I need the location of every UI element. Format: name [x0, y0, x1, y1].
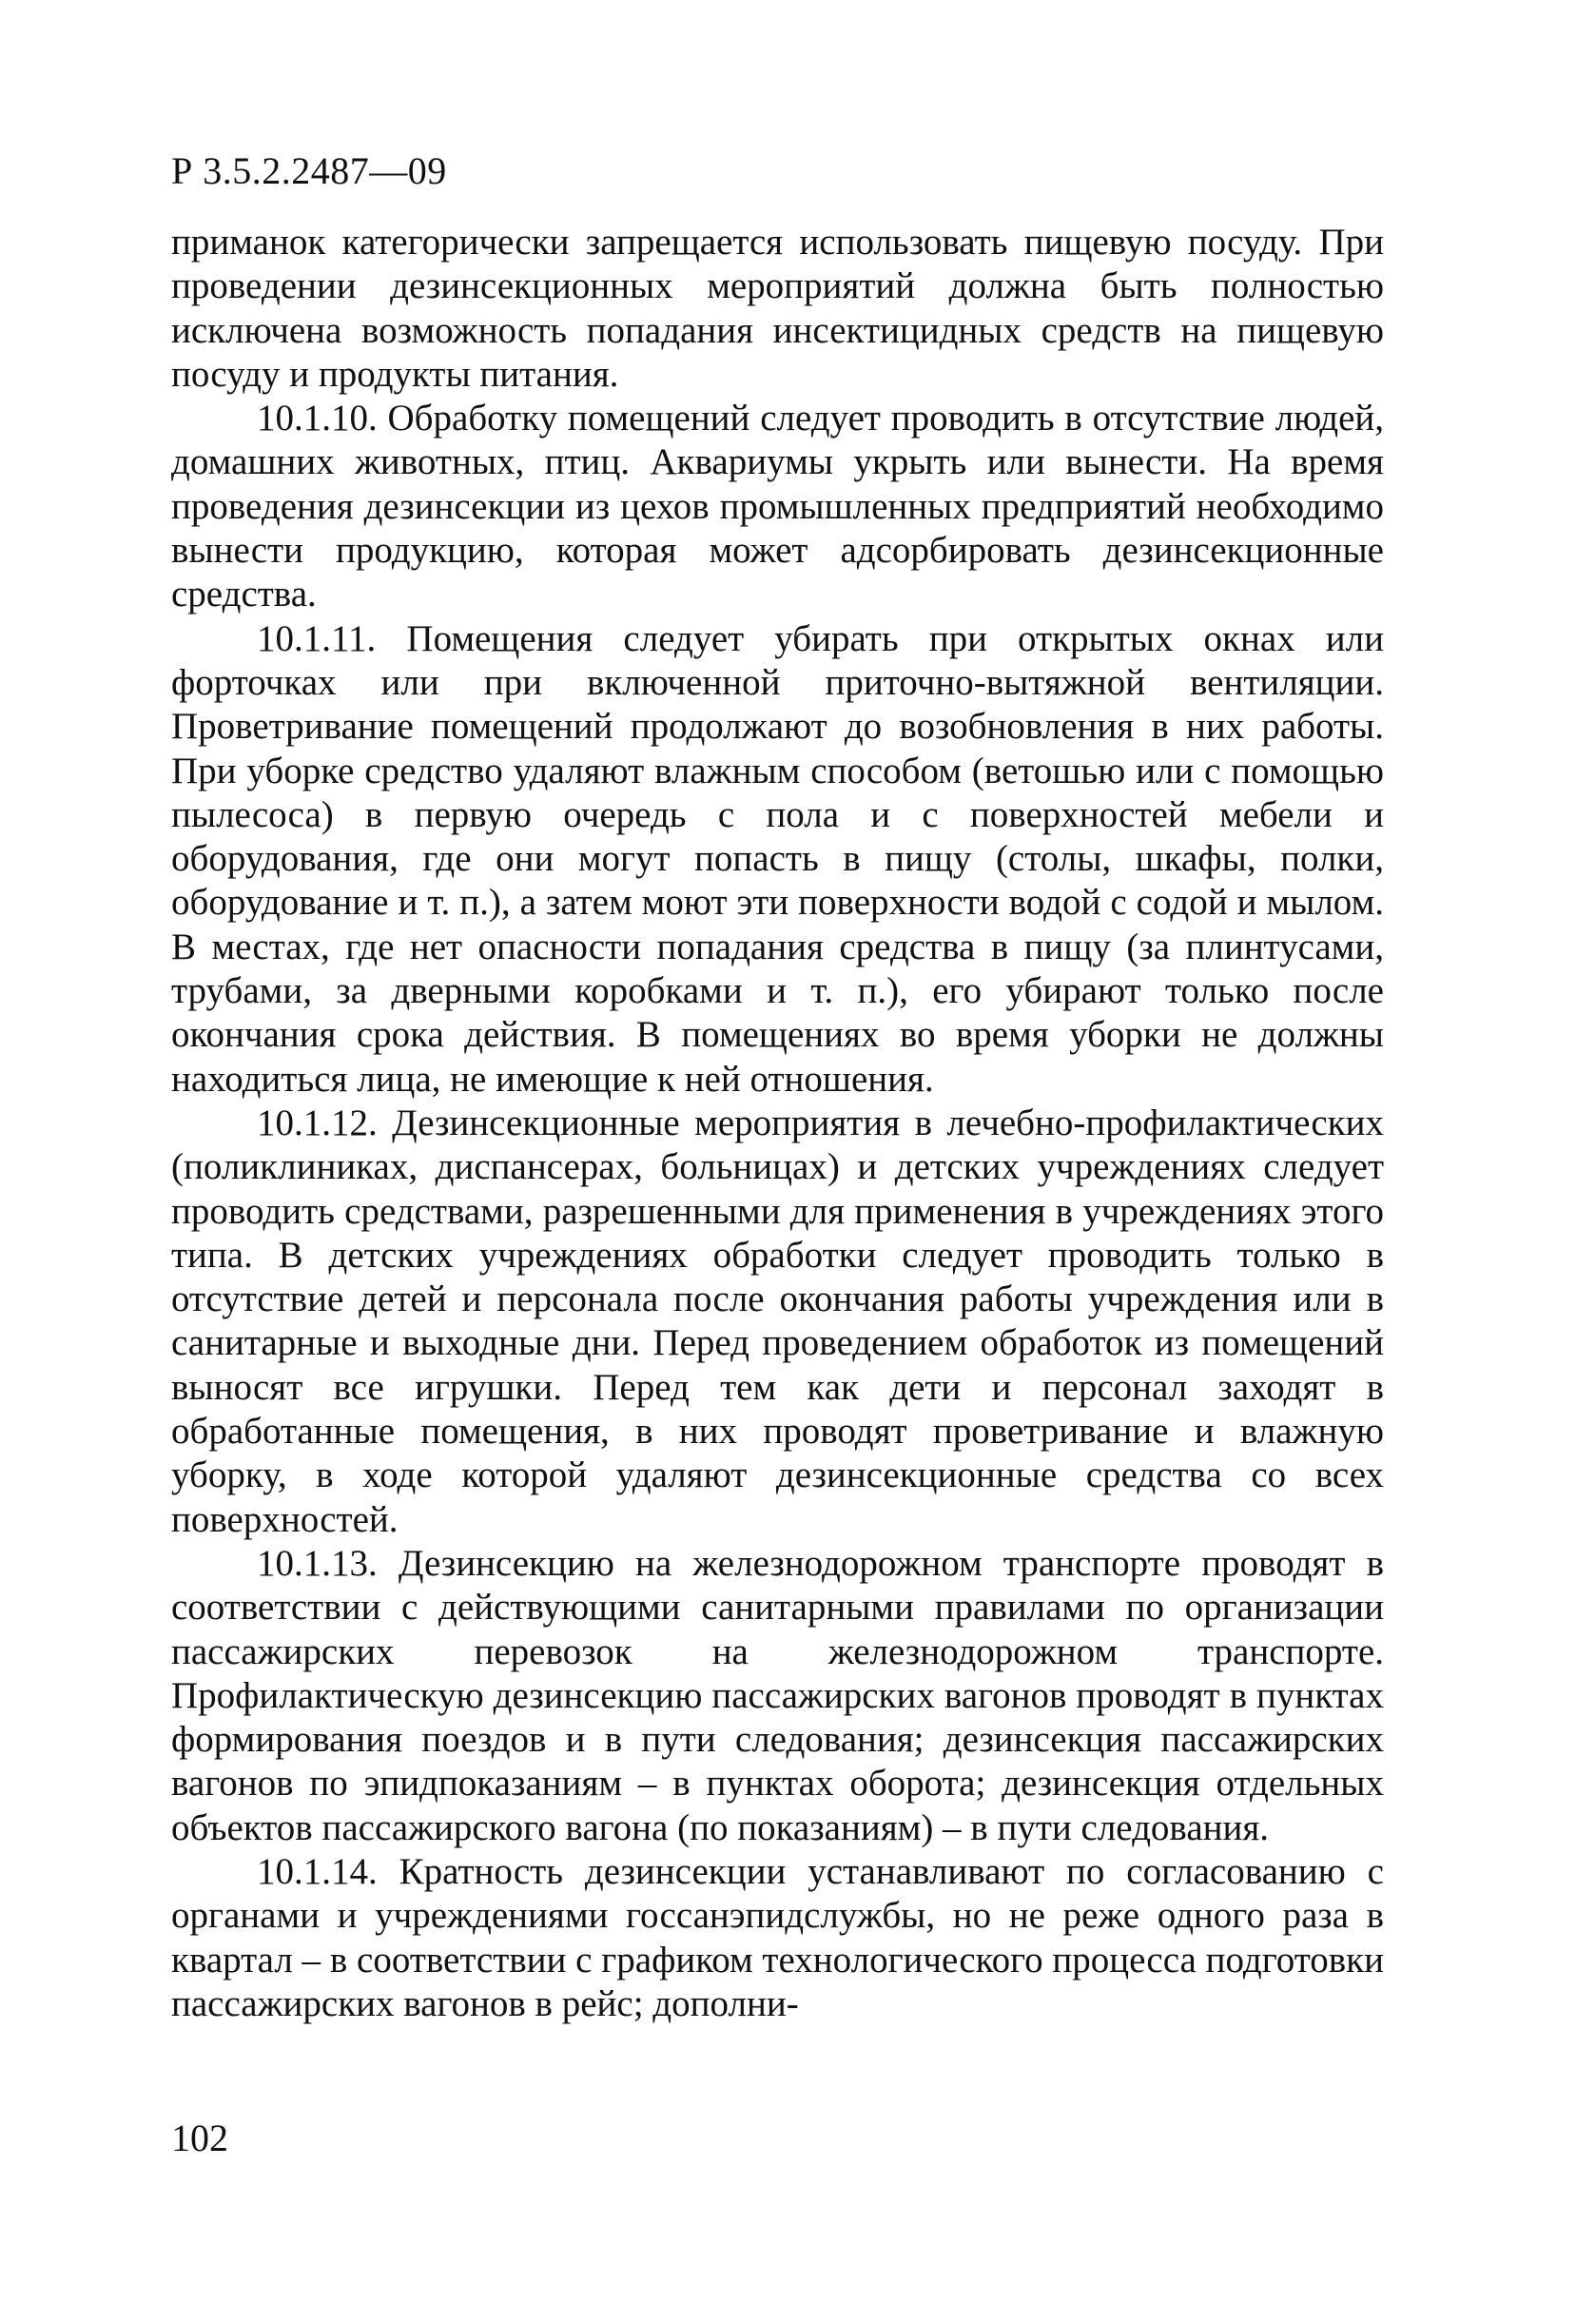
- document-code: Р 3.5.2.2487—09: [171, 149, 447, 192]
- paragraph-10-1-14: 10.1.14. Кратность дезинсекции устанавливают по согласованию с органами и учреждениями госсанэпидслужбы, но не реже одного раза в квартал – в соответствии с графиком технологического процесса подготовки пассажирских вагонов в рейс; дополни-: [171, 1850, 1384, 2024]
- paragraph-10-1-10: 10.1.10. Обработку помещений следует проводить в отсутствие людей, домашних животных, птиц. Аквариумы укрыть или вынести. На время проведения дезинсекции из цехов промышленных предприятий необходимо вынести продукцию, которая может адсорбировать дезинсекционные средства.: [171, 398, 1384, 615]
- page-number: 102: [171, 2117, 228, 2159]
- paragraph-10-1-12: 10.1.12. Дезинсекционные мероприятия в лечебно-профилактических (поликлиниках, диспансерах, больницах) и детских учреждениях следует проводить средствами, разрешенными для применения в учреждениях этого типа. В детских учреждениях обработки следует проводить только в отсутствие детей и персонала после окончания работы учреждения или в санитарные и выходные дни. Перед проведением обработок из помещений выносят все игрушки. Перед тем как дети и персонал заходят в обработанные помещения, в них проводят проветривание и влажную уборку, в ходе которой удаляют дезинсекционные средства со всех поверхностей.: [171, 1102, 1384, 1540]
- paragraph-continuation: приманок категорически запрещается использовать пищевую посуду. При проведении дезинсекционных мероприятий должна быть полностью исключена возможность попадания инсектицидных средств на пищевую посуду и продукты питания.: [171, 222, 1384, 395]
- paragraph-10-1-11: 10.1.11. Помещения следует убирать при открытых окнах или форточках или при включенной приточно-вытяжной вентиляции. Проветривание помещений продолжают до возобновления в них работы. При уборке средство удаляют влажным способом (ветошью или с помощью пылесоса) в первую очередь с пола и с поверхностей мебели и оборудования, где они могут попасть в пищу (столы, шкафы, полки, оборудование и т. п.), а затем моют эти поверхности водой с содой и мылом. В местах, где нет опасности попадания средства в пищу (за плинтусами, трубами, за дверными коробками и т. п.), его убирают только после окончания срока действия. В помещениях во время уборки не должны находиться лица, не имеющие к ней отношения.: [171, 617, 1384, 1100]
- document-body: [171, 221, 1384, 2026]
- paragraph-10-1-13: 10.1.13. Дезинсекцию на железнодорожном транспорте проводят в соответствии с действующими санитарными правилами по организации пассажирских перевозок на железнодорожном транспорте. Профилактическую дезинсекцию пассажирских вагонов проводят в пунктах формирования поездов и в пути следования; дезинсекция пассажирских вагонов по эпидпоказаниям – в пунктах оборота; дезинсекция отдельных объектов пассажирского вагона (по показаниям) – в пути следования.: [171, 1542, 1384, 1848]
